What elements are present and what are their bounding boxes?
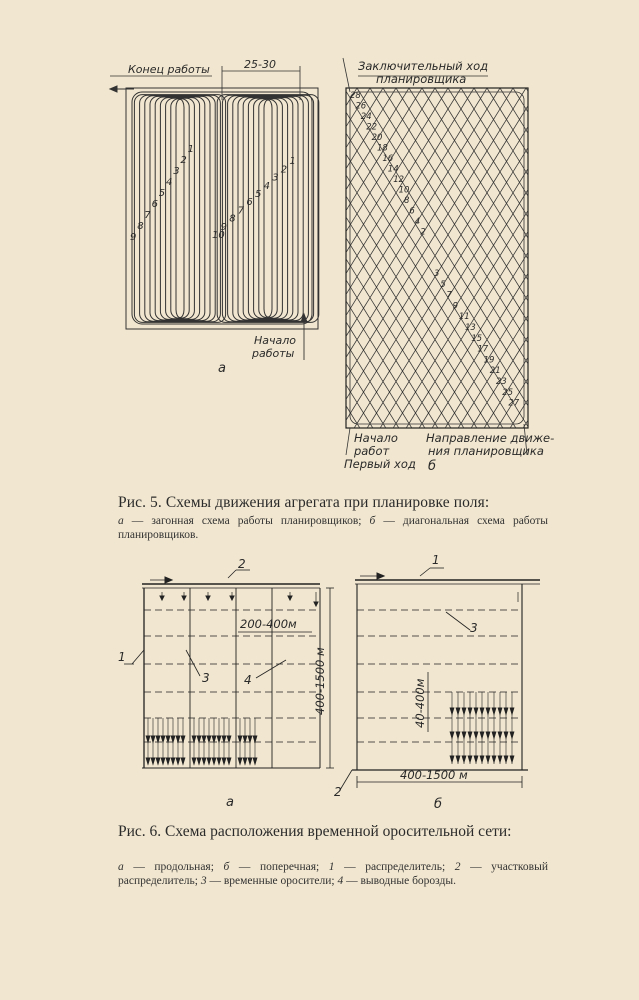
pass-number: 7: [237, 205, 245, 217]
pass-number: 8: [229, 213, 236, 225]
fig6b-sub-label: б: [434, 797, 443, 812]
furrow-arrow: [510, 732, 514, 738]
pass-number: 9: [220, 221, 227, 233]
pass-number: 19: [483, 355, 495, 366]
legend-key-1: 1: [328, 861, 335, 873]
pass-number: 6: [246, 197, 253, 209]
pass-number: 12: [393, 175, 405, 185]
pass-number: 5: [158, 188, 166, 199]
pass-number: 8: [137, 221, 144, 232]
legend-text-3: — временные оросители;: [206, 875, 338, 887]
pass-number: 28: [350, 91, 361, 101]
pass-number: 1: [187, 144, 194, 155]
furrow-arrow: [504, 708, 508, 714]
fig6-caption-title: Рис. 6. Схема расположения временной оросительной сети:: [118, 823, 512, 840]
pass-number: 3: [272, 172, 279, 184]
label-1: 1: [432, 553, 440, 567]
furrow-arrow: [468, 732, 472, 738]
furrow-arrow: [498, 756, 502, 762]
pass-number: 6: [151, 199, 158, 210]
furrow-arrow: [474, 732, 478, 738]
pass-number: 4: [166, 177, 173, 188]
furrow-arrow: [492, 756, 496, 762]
furrow-arrow: [486, 732, 490, 738]
furrow-arrow: [462, 732, 466, 738]
fig5a-sub-label: а: [218, 361, 226, 376]
direction-label-line2: ния планировщика: [428, 444, 544, 458]
label-3: 3: [202, 671, 210, 685]
pass-number: 2: [420, 227, 426, 238]
furrow-arrow: [468, 756, 472, 762]
dim-h-label: 200-400м: [240, 617, 297, 631]
furrow-arrow: [468, 708, 472, 714]
furrow-arrow: [480, 708, 484, 714]
pass-number: 3: [173, 166, 180, 177]
grid: [357, 592, 522, 764]
legend-key-3: 3: [200, 875, 207, 887]
start-label-line3: Первый ход: [344, 457, 416, 471]
pass-number: 10: [212, 230, 225, 241]
pass-number: 18: [377, 143, 388, 154]
legend-text-a: — загонная схема работы планировщиков;: [123, 515, 370, 527]
pass-number: 3: [434, 269, 440, 279]
legend-key-b: б: [223, 861, 230, 873]
label3-leader: [446, 612, 470, 630]
pass-number: 2: [180, 155, 187, 166]
direction-label-line1: Направление движе-: [426, 431, 555, 445]
furrow-arrow: [450, 756, 454, 762]
furrow-arrow: [492, 708, 496, 714]
pass-number: 26: [355, 101, 367, 112]
furrow-arrow: [492, 732, 496, 738]
furrow-arrow: [498, 708, 502, 714]
legend-text-2: — участковый распределитель;: [118, 861, 548, 887]
furrow-arrow: [498, 732, 502, 738]
label-2: 2: [334, 785, 342, 799]
pass-number: 11: [458, 312, 470, 323]
furrow-arrow: [456, 708, 460, 714]
furrow-arrow: [480, 732, 484, 738]
pass-number: 5: [255, 189, 262, 200]
label2-leader: [340, 770, 352, 790]
pass-number: 1: [289, 156, 296, 168]
figure-6b-diagram: [340, 568, 540, 790]
pass-number: 17: [477, 344, 489, 355]
pass-number: 7: [446, 290, 452, 301]
furrow-arrow: [450, 732, 454, 738]
legend-key-b: б: [369, 515, 376, 527]
pass-number: 4: [414, 217, 421, 227]
label-4: 4: [244, 673, 252, 687]
furrow-arrow: [510, 756, 514, 762]
furrow-arrow: [474, 708, 478, 714]
pass-number: 2: [280, 164, 288, 176]
fig5-caption-title: Рис. 5. Схемы движения агрегата при планировке поля:: [118, 494, 490, 511]
label1-leader: [420, 568, 430, 576]
furrow-arrow: [486, 756, 490, 762]
dim-v-label: 400-1500 м: [313, 647, 327, 715]
furrow-arrow: [510, 708, 514, 714]
label-1: 1: [118, 650, 126, 664]
fig6a-sub-label: а: [226, 795, 234, 810]
start-label-line2: работы: [252, 347, 295, 360]
furrow-arrow: [486, 708, 490, 714]
start-label-line1: Начало: [354, 431, 398, 445]
pass-number: 14: [387, 164, 399, 175]
legend-text-a: — продольная;: [123, 861, 224, 873]
furrow-arrow: [474, 756, 478, 762]
furrow-arrow: [504, 732, 508, 738]
pass-number: 10: [398, 185, 410, 196]
start-label-line1: Начало: [254, 334, 297, 347]
dim-v-label: 40-400м: [413, 678, 427, 728]
furrow-arrow: [450, 708, 454, 714]
pass-number: 13: [465, 323, 476, 333]
furrow-arrow: [504, 756, 508, 762]
label-2: 2: [238, 557, 246, 571]
label-3: 3: [470, 621, 478, 635]
furrow-arrow: [462, 708, 466, 714]
start-label-line2: работ: [354, 444, 390, 458]
pass-number: 8: [404, 196, 410, 206]
dim-h-label: 400-1500 м: [400, 768, 468, 782]
pass-number: 20: [371, 133, 383, 143]
legend-text-b: — диагональная схема работы планировщиков.: [118, 515, 548, 541]
legend-text-1: — распределитель;: [334, 861, 455, 873]
furrow-arrow: [462, 756, 466, 762]
end-label: Конец работы: [128, 63, 210, 76]
furrow-arrow: [456, 756, 460, 762]
final-pass-label-line1: Заключительный ход: [358, 59, 489, 73]
fig6-caption-legend: [118, 860, 548, 888]
pass-number: 25: [502, 387, 514, 398]
furrow-arrow: [456, 732, 460, 738]
pass-number: 21: [489, 366, 501, 377]
pass-number: 27: [508, 398, 520, 409]
legend-key-4: 4: [337, 875, 344, 887]
legend-key-a: а: [118, 861, 124, 873]
pass-number: 15: [471, 333, 483, 344]
pass-number: 22: [366, 122, 378, 133]
pass-number: 9: [452, 301, 459, 312]
pass-number: 4: [263, 180, 270, 192]
width-label: 25-30: [244, 58, 276, 71]
legend-text-4: — выводные борозды.: [343, 875, 456, 887]
legend-text-b: — поперечная;: [229, 861, 329, 873]
pass-number: 6: [409, 206, 415, 217]
legend-key-2: 2: [454, 861, 461, 873]
pass-number: 7: [144, 210, 151, 221]
furrow-arrow: [480, 756, 484, 762]
final-pass-label-line2: планировщика: [376, 72, 467, 86]
flow-arrow-head: [377, 573, 384, 579]
pass-number: 24: [360, 112, 372, 122]
pass-number: 16: [382, 154, 394, 164]
legend-key-a: а: [118, 515, 124, 527]
pass-number: 9: [130, 232, 137, 243]
fig5b-sub-label: б: [428, 459, 437, 474]
pass-number: 23: [496, 377, 507, 387]
pass-number: 5: [440, 279, 446, 290]
